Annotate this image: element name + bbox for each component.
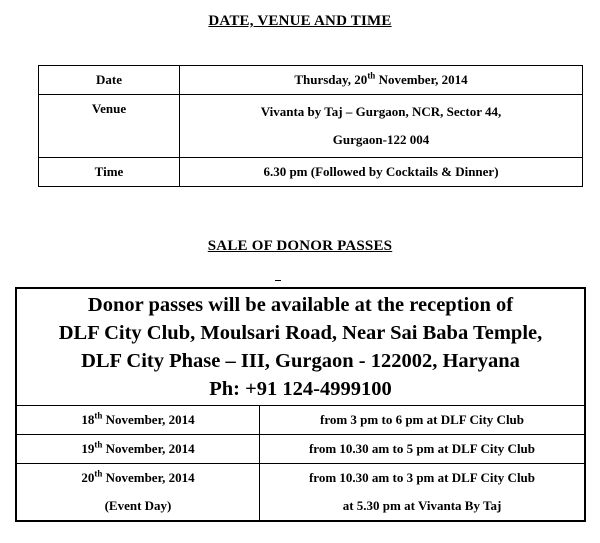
section-heading-donor-passes: SALE OF DONOR PASSES: [207, 238, 393, 254]
sale-date: [16, 406, 260, 435]
sale-date-day: 18: [81, 412, 95, 427]
sale-date-rest: November, 2014: [102, 441, 195, 456]
event-details-table: [38, 65, 583, 187]
table-row: [39, 158, 583, 187]
donor-pass-notice: [16, 288, 585, 406]
venue-value: [180, 95, 583, 158]
divider: [275, 280, 281, 281]
sale-date-line-1: [17, 464, 259, 492]
date-ordinal: th: [367, 70, 376, 81]
date-label: Date: [39, 66, 180, 95]
notice-line: Donor passes will be available at the reception of: [87, 294, 514, 316]
date-value-text: Thursday, 20: [294, 72, 368, 87]
sale-time: [260, 464, 586, 522]
donor-passes-table: [15, 287, 586, 522]
table-row: [16, 464, 585, 522]
time-value: 6.30 pm (Followed by Cocktails & Dinner): [180, 158, 583, 187]
date-value: [180, 66, 583, 95]
date-ordinal: th: [94, 439, 103, 450]
section-heading-date-venue-time: DATE, VENUE AND TIME: [208, 13, 392, 29]
table-row: [39, 95, 583, 158]
notice-line: DLF City Club, Moulsari Road, Near Sai Baba Temple,: [58, 322, 543, 344]
sale-date-day: 19: [81, 441, 95, 456]
venue-line-1: Vivanta by Taj – Gurgaon, NCR, Sector 44,: [260, 104, 502, 119]
time-label: Time: [39, 158, 180, 187]
sale-date: [16, 435, 260, 464]
table-row: [39, 66, 583, 95]
notice-phone: Ph: +91 124-4999100: [209, 378, 392, 400]
venue-label: Venue: [39, 95, 180, 158]
venue-line-2: Gurgaon-122 004: [332, 132, 430, 147]
sale-date: [16, 464, 260, 522]
event-day-note: (Event Day): [104, 498, 172, 513]
notice-line: DLF City Phase – III, Gurgaon - 122002, Haryana: [81, 350, 520, 372]
table-row: [16, 406, 585, 435]
sale-time: from 10.30 am to 5 pm at DLF City Club: [260, 435, 586, 464]
sale-time-line-1: from 10.30 am to 3 pm at DLF City Club: [308, 470, 536, 485]
banner-row: [16, 288, 585, 406]
sale-date-rest: November, 2014: [102, 412, 195, 427]
table-row: [16, 435, 585, 464]
sale-time: from 3 pm to 6 pm at DLF City Club: [260, 406, 586, 435]
sale-date-day: 20: [81, 470, 95, 485]
sale-time-line-2: at 5.30 pm at Vivanta By Taj: [342, 498, 502, 513]
sale-date-rest: November, 2014: [102, 470, 195, 485]
date-ordinal: th: [94, 468, 103, 479]
date-ordinal: th: [94, 410, 103, 421]
date-month-year: November, 2014: [375, 72, 468, 87]
